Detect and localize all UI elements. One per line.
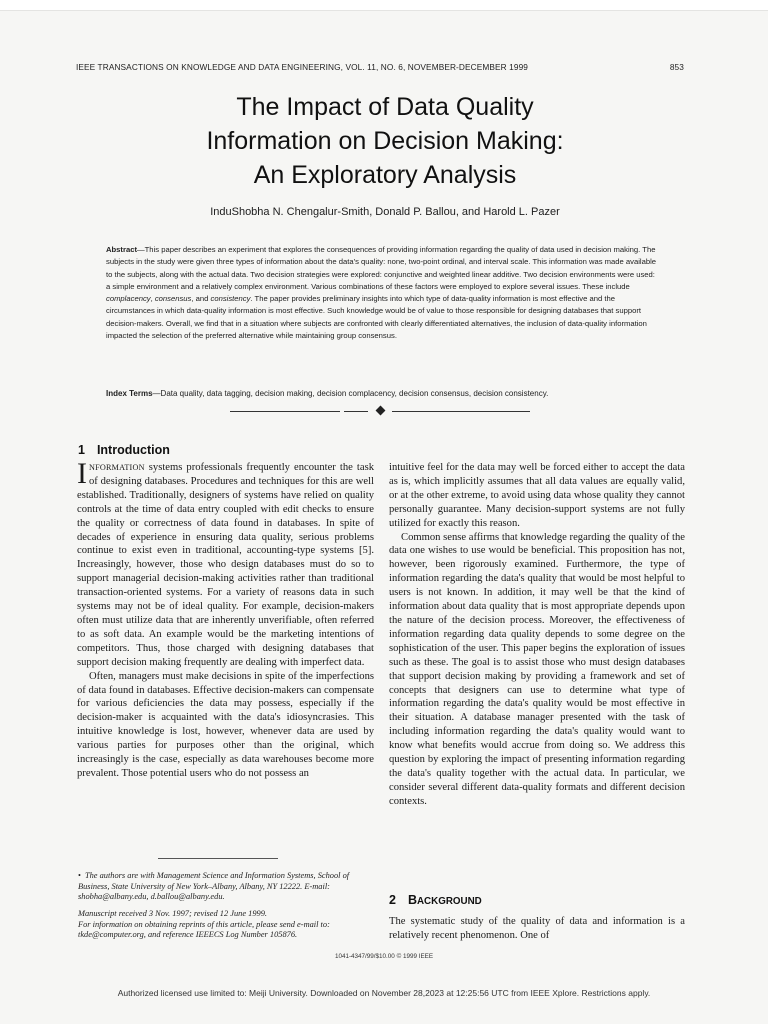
divider-rule-left-1 [230, 411, 340, 412]
manuscript-dates: Manuscript received 3 Nov. 1997; revised 12 June 1999. [78, 909, 268, 918]
affiliation-footnote [78, 871, 378, 903]
right-paragraph-1: intuitive feel for the data may well be forced either to accept the data as is, which implicitly assumes that all data values are equally valid, or at the other extreme, to avoid using data whose quality they cannot personally guarantee. Many decision-support systems are not fully utilized for exactly this reason. [389, 462, 685, 529]
left-paragraph-1-text: systems professionals frequently encounter the task of designing databases. Procedures and techniques for this are well established. Traditionally, designers of systems have relied on quality controls at the time of data entry coupled with edit checks to ensure the quality or correctness of data found in databases. In spite of decades of experience in ensuring data quality, serious problems continue to exist even in traditional, accounting-type systems [5]. Increasingly, however, those who design databases must do so to support managerial decision-making activities rather than traditional transaction-oriented systems. For a variety of reasons data in such systems may not be of ideal quality. For example, decision-makers often must utilize data that are inherently unverifiable, often referred to as soft data. An example would be the marketing intentions of competitors. Thus, those charged with designing databases that support decision making frequently are dealing with imperfect data. [77, 462, 374, 668]
index-terms-text: —Data quality, data tagging, decision making, decision complacency, decision consensus, decision consistency. [152, 389, 549, 398]
abstract-text-1: —This paper describes an experiment that explores the consequences of providing information regarding the quality of data used in decision making. The subjects in the study were given three types of information about the data's quality: none, two-point ordinal, and interval scale. This information was made available to the subjects, along with the actual data. Two decision strategies were explored: conjunctive and weighted linear additive. Two decision environments were used: a simple environment and a relatively complex environment. Various combinations of these factors were employed to explore several issues. These include [106, 245, 657, 291]
left-column [77, 457, 374, 781]
left-paragraph-2: Often, managers must make decisions in spite of the imperfections of data found in databases. Effective decision-makers can compensate for various deficiencies the data may possess, especially if the decision-maker is acquainted with the data's idiosyncrasies. This intuitive knowledge is lost, however, whenever data are used by various parties for purposes other than the original, which increasingly is the case, especially as data warehouses become more prevalent. Those potential users who do not possess an [77, 670, 374, 779]
title-line-1: The Impact of Data Quality [236, 93, 534, 121]
section-2-title-initial: B [407, 893, 417, 907]
abstract-sep-1: , [150, 294, 155, 304]
divider-diamond-icon [376, 406, 386, 416]
footnote-rule [158, 858, 278, 859]
journal-header: IEEE TRANSACTIONS ON KNOWLEDGE AND DATA ENGINEERING, VOL. 11, NO. 6, NOVEMBER-DECEMBER 1999 [76, 62, 529, 72]
abstract-text-2: . The paper provides preliminary insights into which type of data-quality information is most effective and the circumstances in which data-quality information is most effective. Such knowledge would be of value to those responsible for designing databases that support decision-makers. Overall, we find that in a situation where subjects are confronted with clearly differentiated alternatives, the inclusion of data-quality information impacted the selection of the preferred alternative while maintaining group consensus. [106, 294, 647, 341]
index-terms-label: Index Terms [106, 389, 153, 398]
divider-rule-right [392, 411, 530, 412]
affiliation-text: The authors are with Management Science and Information Systems, School of Business, State University of New York–Albany, Albany, NY 12222. E-mail: shobha@albany.edu, d.ballou@albany.edu. [78, 871, 350, 902]
abstract [106, 244, 658, 342]
author-list: InduShobha N. Chengalur-Smith, Donald P. Ballou, and Harold L. Pazer [210, 206, 560, 218]
title-line-3: An Exploratory Analysis [253, 161, 517, 189]
authorization-notice: Authorized licensed use limited to: Meiji University. Downloaded on November 28,2023 at 12:25:56 UTC from IEEE Xplore. Restrictions apply. [117, 988, 651, 998]
section-1-title: Introduction [96, 443, 170, 457]
section-2-number: 2 [389, 893, 396, 907]
section-2-title-rest: ACKGROUND [416, 896, 482, 907]
abstract-term-complacency: complacency [106, 294, 151, 304]
manuscript-footnote [78, 909, 378, 941]
section-2-text: The systematic study of the quality of data and information is a relatively recent phenomenon. One of [389, 916, 685, 941]
section-1-heading [78, 443, 170, 457]
reprint-info: For information on obtaining reprints of this article, please send e-mail to: tkde@computer.org, and reference IEEECS Log Number 105876. [78, 919, 330, 940]
abstract-term-consensus: consensus [154, 294, 192, 304]
page-number: 853 [669, 62, 684, 72]
abstract-label: Abstract [106, 245, 137, 254]
paper-title [90, 90, 680, 192]
footnote-bullet: • [78, 871, 81, 880]
abstract-term-consistency: consistency [210, 294, 251, 304]
smallcaps-lead: NFORMATION [89, 463, 145, 472]
section-1-number: 1 [78, 443, 85, 457]
copyright-line: 1041-4347/99/$10.00 © 1999 IEEE [334, 953, 434, 960]
index-terms [106, 389, 666, 398]
abstract-sep-2: , and [191, 294, 211, 304]
running-header [76, 62, 684, 72]
left-paragraph-1 [77, 457, 374, 670]
section-2-heading [389, 893, 482, 907]
right-column [389, 461, 685, 809]
section-divider [230, 405, 530, 417]
drop-cap: I [77, 457, 87, 490]
viewer-top-bar [0, 0, 768, 11]
divider-rule-left-2 [344, 411, 368, 412]
title-line-2: Information on Decision Making: [206, 127, 564, 155]
right-paragraph-2: Common sense affirms that knowledge regarding the quality of the data one wishes to use would be beneficial. This proposition has not, however, been rigorously examined. Furthermore, the type of information regarding the data's quality that would be most helpful to users is not known. In addition, it may well be that the kind of information about data quality that is most appropriate depends upon the nature of the decision process. Moreover, the effectiveness of information regarding data quality depends to some degree on the sophistication of the user. This paper begins the exploration of issues such as these. The goal is to assist those who must design databases that support decision making by providing a framework and set of concepts that designers can use to determine what type of information regarding the data's quality would be most effective in their situation. A database manager presented with the task of including information regarding the data's quality would want to know what benefits would accrue from doing so. We address this question by exploring the impact of presenting information regarding the data's quality together with the actual data. In particular, we consider several different data-quality formats and different decision contexts. [389, 531, 685, 807]
